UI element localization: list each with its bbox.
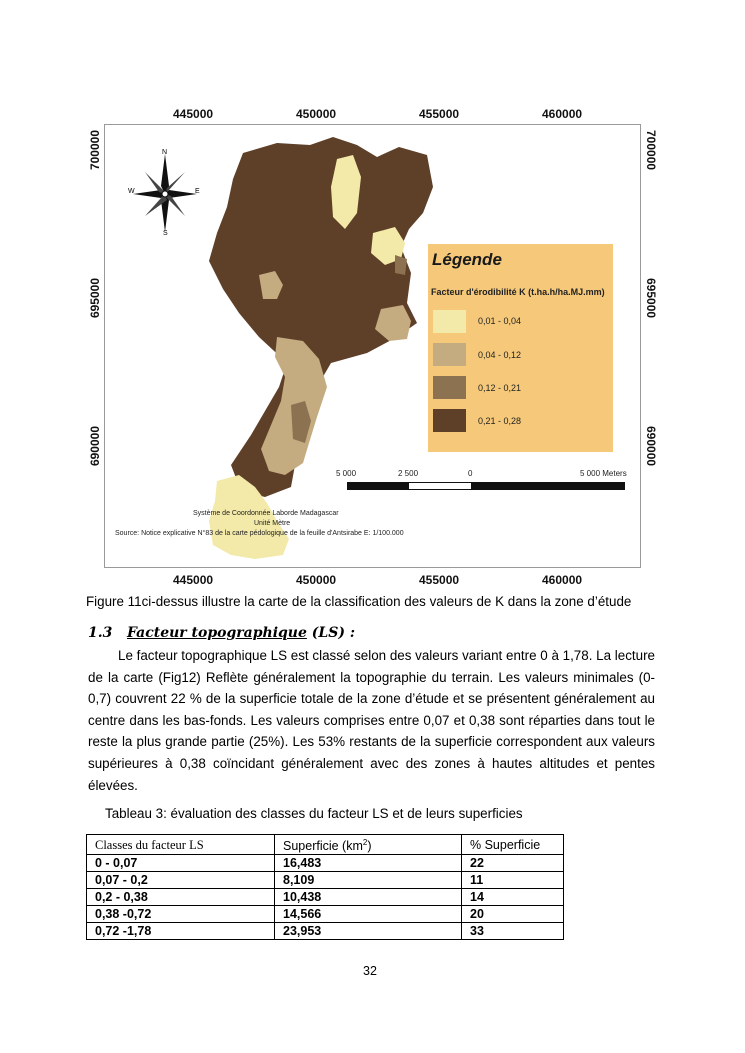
table-cell: 0,72 -1,78 [87, 923, 275, 940]
table-header-cell: Classes du facteur LS [87, 835, 275, 855]
section-title: Facteur topographique [126, 625, 307, 641]
x-tick-bottom-1: 445000 [173, 573, 214, 587]
legend-swatch-2 [433, 343, 466, 366]
table-cell: 10,438 [275, 889, 462, 906]
compass-n-label: N [162, 149, 168, 156]
y-tick-right-1: 700000 [644, 130, 658, 171]
table-row [87, 906, 564, 923]
table-cell: 22 [462, 855, 564, 872]
x-tick-top-4: 460000 [542, 107, 583, 121]
body-paragraph [88, 645, 655, 796]
table-cell: 0,07 - 0,2 [87, 872, 275, 889]
y-tick-left-2: 695000 [88, 278, 102, 319]
compass-e-label: E [195, 188, 200, 195]
table-header-text: Superficie (km [283, 839, 363, 854]
y-tick-left-3: 690000 [88, 426, 102, 467]
table-row [87, 889, 564, 906]
table-header-sup: 2 [362, 838, 368, 847]
legend-label-4: 0,21 - 0,28 [478, 416, 522, 426]
table-cell: 11 [462, 872, 564, 889]
figure-caption: Figure 11ci-dessus illustre la carte de la classification des valeurs de K dans la zone d’étude [86, 594, 632, 609]
section-heading [88, 625, 355, 641]
legend-swatch-1 [433, 310, 466, 333]
source-line-3: Source: Notice explicative N°83 de la carte pédologique de la feuille d'Antsirabe E: 1/100.000 [115, 530, 404, 537]
table-caption: Tableau 3: évaluation des classes du facteur LS et de leurs superficies [105, 806, 523, 821]
table-row [87, 872, 564, 889]
compass-w-label: W [128, 188, 135, 195]
x-tick-top-1: 445000 [173, 107, 214, 121]
scale-label-1: 5 000 [336, 469, 357, 478]
legend-subtitle: Facteur d'érodibilité K (t.ha.h/ha.MJ.mm) [431, 287, 605, 297]
x-tick-bottom-4: 460000 [542, 573, 583, 587]
compass-s-label: S [163, 230, 168, 237]
table-cell: 14,566 [275, 906, 462, 923]
x-tick-bottom-3: 455000 [419, 573, 460, 587]
compass-rose-icon [129, 150, 199, 236]
scale-label-4: 5 000 Meters [580, 469, 627, 478]
y-tick-right-3: 690000 [644, 426, 658, 467]
table-cell: 20 [462, 906, 564, 923]
table-row [87, 923, 564, 940]
section-suffix: (LS) : [306, 625, 356, 641]
table-cell: 8,109 [275, 872, 462, 889]
table-cell: 16,483 [275, 855, 462, 872]
legend-swatch-4 [433, 409, 466, 432]
legend-label-3: 0,12 - 0,21 [478, 383, 522, 393]
table-row [87, 855, 564, 872]
y-tick-right-2: 695000 [644, 278, 658, 319]
scale-label-3: 0 [468, 469, 473, 478]
scale-bar [347, 482, 625, 491]
source-line-1: Système de Coordonnée Laborde Madagascar [193, 510, 339, 517]
legend-label-2: 0,04 - 0,12 [478, 350, 522, 360]
table-cell: 0,2 - 0,38 [87, 889, 275, 906]
x-tick-top-2: 450000 [296, 107, 337, 121]
table-cell: 0 - 0,07 [87, 855, 275, 872]
y-tick-left-1: 700000 [88, 130, 102, 171]
body-paragraph-text: Le facteur topographique LS est classé selon des valeurs variant entre 0 à 1,78. La lecture de la carte (Fig12) Reflète généralement la topographie du terrain. Les valeurs minimales (0-0,7) couvrent 22 % de la superficie totale de la zone d’étude et se présentent généralement au centre dans les bas-fonds. Les valeurs comprises entre 0,07 et 0,38 sont réparties dans tout le reste la plus grande partie (25%). Les 53% restants de la superficie correspondent aux valeurs supérieures à 0,38 coïncidant généralement avec des zones à hautes altitudes et pentes élevées. [88, 648, 655, 793]
scale-label-2: 2 500 [398, 469, 419, 478]
table-cell: 33 [462, 923, 564, 940]
ls-table [86, 834, 564, 940]
table-header-close: ) [367, 839, 372, 854]
page-number: 32 [363, 964, 377, 978]
table-cell: 14 [462, 889, 564, 906]
source-line-2: Unité Mètre [254, 520, 291, 527]
legend-label-1: 0,01 - 0,04 [478, 316, 522, 326]
section-number: 1.3 [88, 625, 113, 641]
table-header-cell [275, 835, 462, 855]
table-header-cell: % Superficie [462, 835, 564, 855]
table-cell: 0,38 -0,72 [87, 906, 275, 923]
table-header-row [87, 835, 564, 855]
table-cell: 23,953 [275, 923, 462, 940]
legend-title: Légende [432, 250, 502, 269]
x-tick-bottom-2: 450000 [296, 573, 337, 587]
x-tick-top-3: 455000 [419, 107, 460, 121]
legend-swatch-3 [433, 376, 466, 399]
